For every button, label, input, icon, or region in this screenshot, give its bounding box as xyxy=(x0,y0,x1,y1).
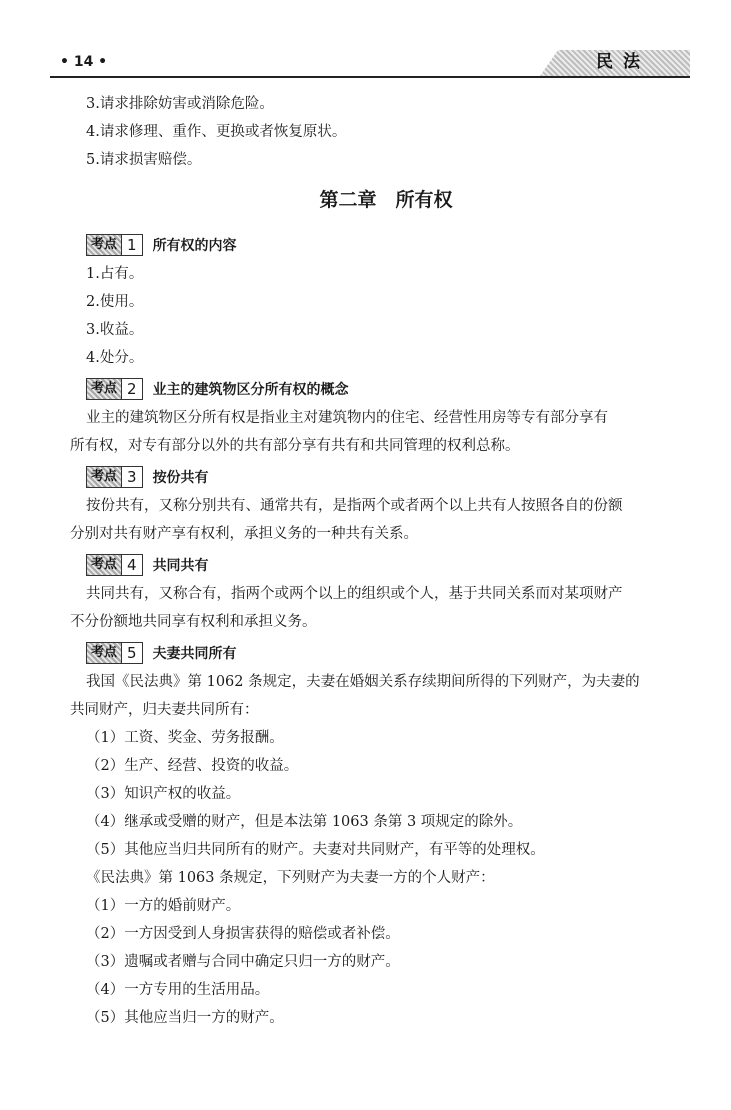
kp3-heading xyxy=(86,462,686,492)
paragraph-line: 业主的建筑物区分所有权是指业主对建筑物内的住宅、经营性用房等专有部分享有 xyxy=(86,410,608,426)
kp-title: 业主的建筑物区分所有权的概念 xyxy=(152,382,349,398)
list-item: （3）知识产权的收益。 xyxy=(86,786,241,802)
kp-label: 考点 xyxy=(87,555,121,575)
list-item: （4）一方专用的生活用品。 xyxy=(86,982,270,998)
header-rule xyxy=(50,76,690,78)
list-item: （2）一方因受到人身损害获得的赔偿或者补偿。 xyxy=(86,926,400,942)
kp5-heading xyxy=(86,638,686,668)
list-item: （5）其他应当归共同所有的财产。夫妻对共同财产，有平等的处理权。 xyxy=(86,842,545,858)
list-item: （5）其他应当归一方的财产。 xyxy=(86,1010,284,1026)
kp-badge xyxy=(86,466,143,488)
intro-item: 3.请求排除妨害或消除危险。 xyxy=(86,96,274,112)
kp4-heading xyxy=(86,550,686,580)
paragraph-line: 分别对共有财产享有权利，承担义务的一种共有关系。 xyxy=(70,526,418,542)
kp-number: 3 xyxy=(121,467,142,487)
list-item: 4.处分。 xyxy=(86,350,144,366)
paragraph-line: 共同共有，又称合有，指两个或两个以上的组织或个人，基于共同关系而对某项财产 xyxy=(86,586,623,602)
kp-label: 考点 xyxy=(87,235,121,255)
kp-badge xyxy=(86,234,143,256)
list-item: （2）生产、经营、投资的收益。 xyxy=(86,758,299,774)
list-item: 2.使用。 xyxy=(86,294,144,310)
kp-badge xyxy=(86,378,143,400)
list-item: （1）工资、奖金、劳务报酬。 xyxy=(86,730,284,746)
kp-badge xyxy=(86,554,143,576)
intro-item: 4.请求修理、重作、更换或者恢复原状。 xyxy=(86,124,347,140)
kp-label: 考点 xyxy=(87,467,121,487)
chapter-title: 第二章 所有权 xyxy=(319,189,453,211)
kp-number: 2 xyxy=(121,379,142,399)
kp-number: 1 xyxy=(121,235,142,255)
intro-item: 5.请求损害赔偿。 xyxy=(86,152,202,168)
kp-label: 考点 xyxy=(87,379,121,399)
kp-number: 5 xyxy=(121,643,142,663)
kp-badge xyxy=(86,642,143,664)
page-number: • 14 • xyxy=(60,54,108,70)
list-item: （1）一方的婚前财产。 xyxy=(86,898,241,914)
kp-title: 按份共有 xyxy=(152,470,209,486)
page-content xyxy=(70,90,686,1032)
kp-number: 4 xyxy=(121,555,142,575)
page-header xyxy=(50,44,690,78)
paragraph-line: 所有权，对专有部分以外的共有部分享有共有和共同管理的权利总称。 xyxy=(70,438,520,454)
kp1-heading xyxy=(86,230,686,260)
kp-title: 夫妻共同所有 xyxy=(152,646,237,662)
list-item: 3.收益。 xyxy=(86,322,144,338)
list-item: 1.占有。 xyxy=(86,266,144,282)
section-title: 民法 xyxy=(596,52,650,72)
list-item: （4）继承或受赠的财产，但是本法第 1063 条第 3 项规定的除外。 xyxy=(86,814,523,830)
kp-title: 共同共有 xyxy=(152,558,209,574)
paragraph-line: 《民法典》第 1063 条规定，下列财产为夫妻一方的个人财产： xyxy=(86,870,495,886)
kp2-heading xyxy=(86,374,686,404)
paragraph-line: 按份共有，又称分别共有、通常共有，是指两个或者两个以上共有人按照各自的份额 xyxy=(86,498,623,514)
kp-label: 考点 xyxy=(87,643,121,663)
paragraph-line: 我国《民法典》第 1062 条规定，夫妻在婚姻关系存续期间所得的下列财产，为夫妻的 xyxy=(86,674,640,690)
kp-title: 所有权的内容 xyxy=(152,238,237,254)
paragraph-line: 共同财产，归夫妻共同所有： xyxy=(70,702,259,718)
list-item: （3）遗嘱或者赠与合同中确定只归一方的财产。 xyxy=(86,954,400,970)
paragraph-line: 不分份额地共同享有权利和承担义务。 xyxy=(70,614,317,630)
